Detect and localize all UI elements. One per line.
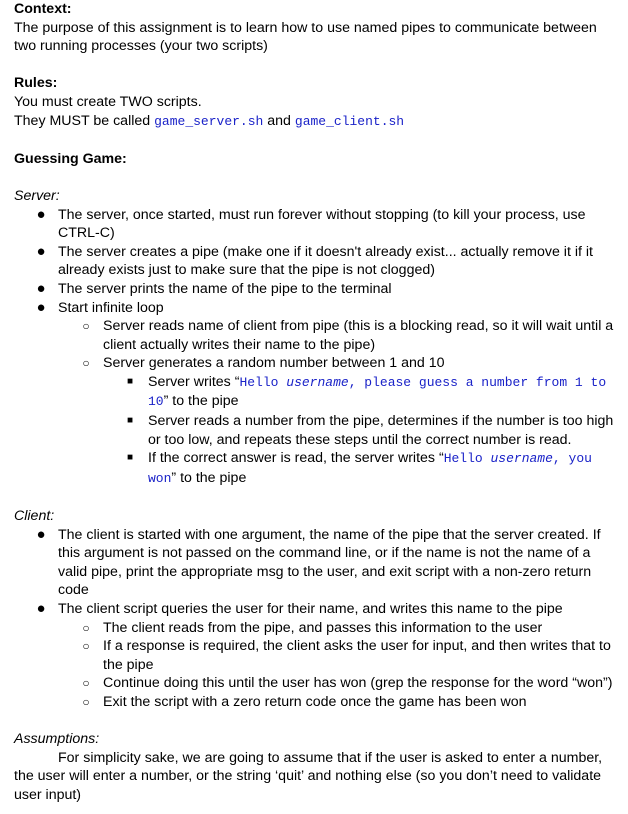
list-item: ○ Server generates a random number between 1 and 10 bbox=[82, 355, 445, 372]
rules-line-1: You must create TWO scripts. bbox=[14, 93, 202, 110]
list-item: ● The server creates a pipe (make one if it doesn't already exist... actually remove it if it already exists just to make sure that the pipe is not clogged) bbox=[36, 242, 593, 279]
list-item: ■ Server writes “Hello username, please guess a number from 1 to 10” to the pipe bbox=[126, 373, 607, 410]
list-item: ■ If the correct answer is read, the server writes “Hello username, you won” to the pipe bbox=[126, 450, 592, 486]
client-script-name: game_client.sh bbox=[294, 113, 405, 129]
list-item: ○ Continue doing this until the user has won (grep the response for the word “won”) bbox=[82, 675, 613, 692]
context-text: The purpose of this assignment is to learn how to use named pipes to communicate between two running processes (your two scripts) bbox=[14, 19, 597, 55]
assumptions-label: Assumptions: bbox=[14, 731, 100, 748]
server-list bbox=[14, 206, 614, 489]
document bbox=[14, 0, 614, 805]
client-list bbox=[14, 526, 614, 712]
list-item: ○ Server reads name of client from pipe (this is a blocking read, so it will wait until a client actually writes their name to the pipe) bbox=[82, 318, 614, 353]
context-heading: Context: bbox=[14, 1, 72, 17]
list-item: ○ Exit the script with a zero return code once the game has been won bbox=[82, 693, 527, 710]
client-label: Client: bbox=[14, 508, 55, 525]
list-item: ○ The client reads from the pipe, and passes this information to the user bbox=[82, 619, 543, 636]
rules-line-2: They MUST be called game_server.sh and game_client.sh bbox=[14, 112, 405, 129]
list-item: ● The server, once started, must run forever without stopping (to kill your process, use CTRL-C) bbox=[36, 205, 586, 242]
server-script-name: game_server.sh bbox=[154, 113, 264, 129]
server-label: Server: bbox=[14, 187, 60, 204]
list-item: ● The server prints the name of the pipe to the terminal bbox=[36, 279, 392, 297]
rules-heading: Rules: bbox=[14, 75, 58, 92]
list-item: ● Start infinite loop bbox=[36, 298, 164, 316]
list-item: ○ If a response is required, the client asks the user for input, and then writes that to the pipe bbox=[82, 638, 611, 673]
list-item: ● The client is started with one argument, the name of the pipe that the server created. If this argument is not passed on the command line, or if the name is not the name of a valid pipe, print the appropriate msg to the user, and exit script with a non-zero return code bbox=[36, 525, 601, 599]
list-item: ● The client script queries the user for their name, and writes this name to the pipe bbox=[36, 600, 563, 617]
assumptions-text: For simplicity sake, we are going to assume that if the user is asked to enter a number, the user will enter a number, or the string ‘quit’ and nothing else (so you don’t need to validate user input) bbox=[14, 749, 603, 803]
guessing-game-heading: Guessing Game: bbox=[14, 150, 127, 167]
list-item: ■ Server reads a number from the pipe, determines if the number is too high or too low, and repeats these steps until the correct number is read. bbox=[126, 413, 614, 448]
